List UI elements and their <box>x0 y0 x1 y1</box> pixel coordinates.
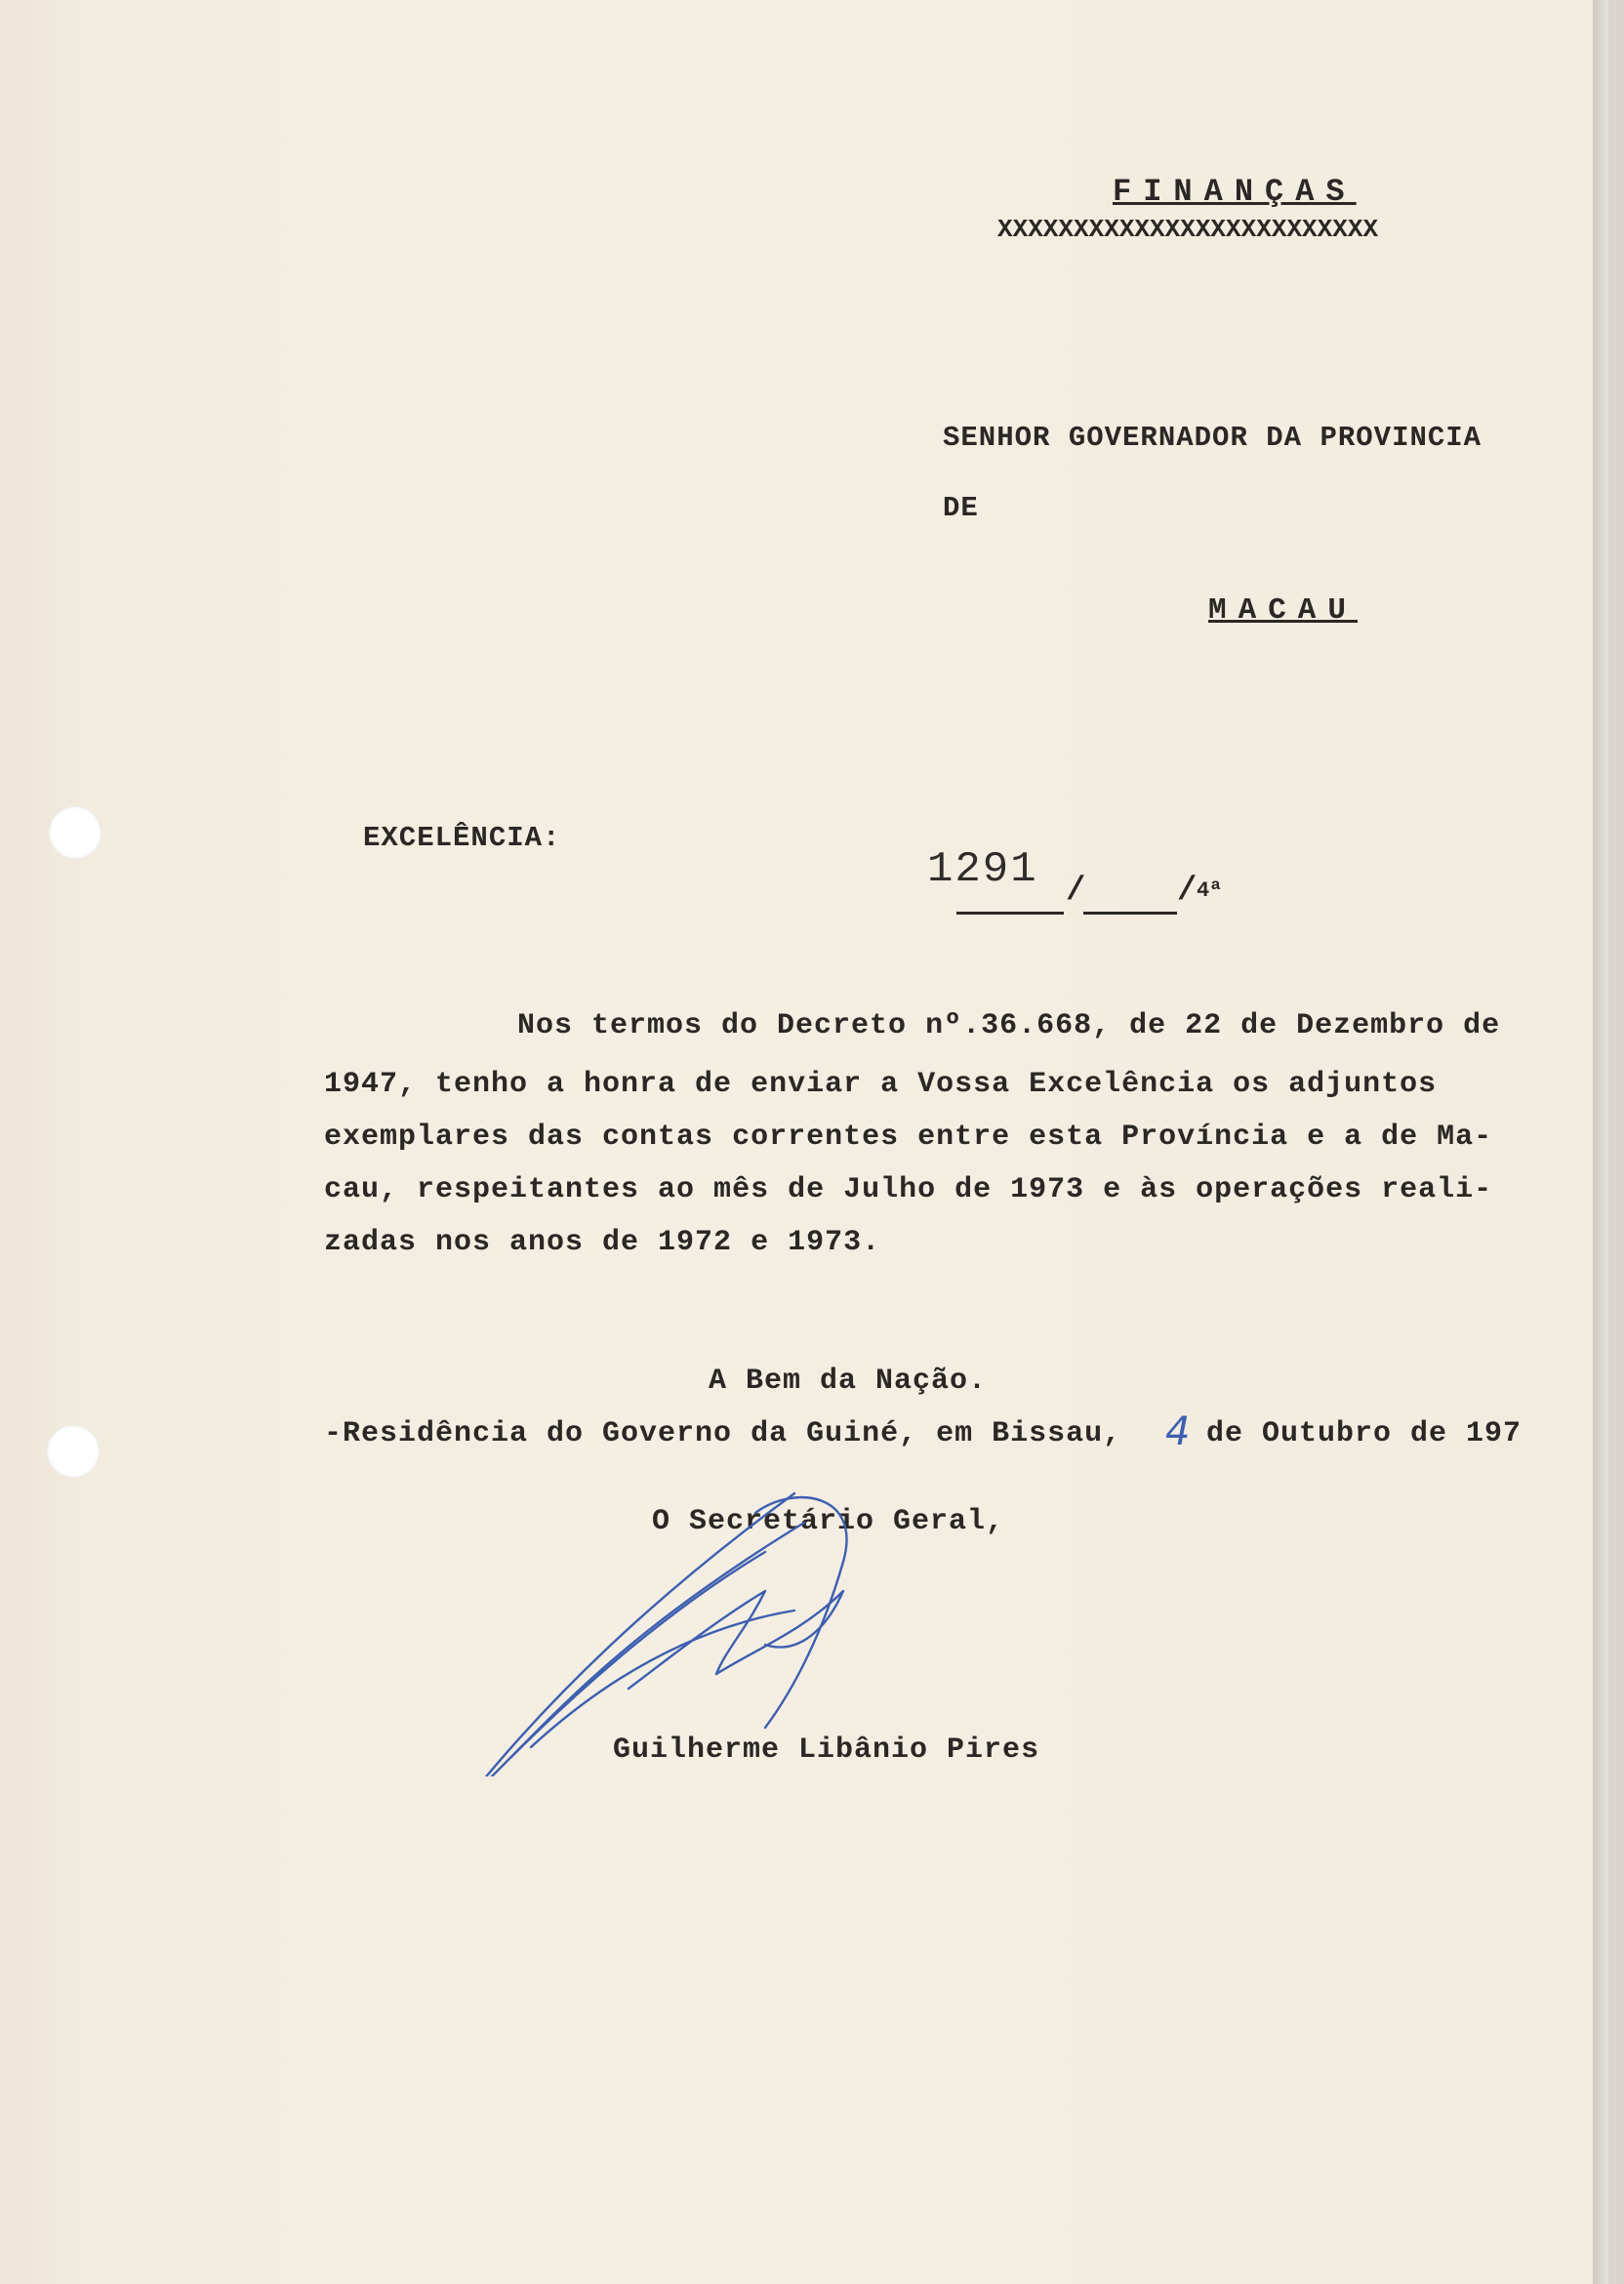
reference-suffix: 4ª <box>1197 878 1223 903</box>
reference-slash-2: / <box>1177 873 1198 910</box>
place-line-suffix: de Outubro de 197 <box>1206 1417 1522 1450</box>
body-line-1: Nos termos do Decreto nº.36.668, de 22 de Dezembro de <box>517 1009 1501 1042</box>
struck-line: XXXXXXXXXXXXXXXXXXXXXXXXX <box>997 215 1379 244</box>
closing: A Bem da Nação. <box>709 1365 988 1398</box>
department-heading: FINANÇAS <box>1113 174 1357 210</box>
addressee-line-2: DE <box>943 492 979 524</box>
handwritten-signature <box>472 1484 941 1776</box>
reference-number: 1291 <box>927 845 1038 894</box>
reference-slash-1: / <box>1066 873 1086 910</box>
addressee-line-1: SENHOR GOVERNADOR DA PROVINCIA <box>943 422 1482 454</box>
body-line-3: exemplares das contas correntes entre esta Província e a de Ma- <box>324 1121 1493 1154</box>
body-line-4: cau, respeitantes ao mês de Julho de 1973 e às operações reali- <box>324 1173 1493 1206</box>
body-line-5: zadas nos anos de 1972 e 1973. <box>324 1226 881 1259</box>
signatory-title: O Secretário Geral, <box>652 1505 1005 1538</box>
place-line-prefix: -Residência do Governo da Guiné, em Bissau, <box>324 1417 1122 1450</box>
punch-hole-bottom <box>47 1425 100 1478</box>
body-line-2: 1947, tenho a honra de enviar a Vossa Excelência os adjuntos <box>324 1068 1438 1101</box>
salutation: EXCELÊNCIA: <box>363 822 561 854</box>
handwritten-day: 4 <box>1165 1409 1191 1454</box>
signatory-name: Guilherme Libânio Pires <box>613 1733 1040 1767</box>
punch-hole-top <box>49 806 102 859</box>
reference-blank-2 <box>1083 912 1177 915</box>
page-edge <box>1593 0 1608 2284</box>
reference-blank-1 <box>956 912 1064 915</box>
addressee-place: MACAU <box>1208 593 1359 628</box>
